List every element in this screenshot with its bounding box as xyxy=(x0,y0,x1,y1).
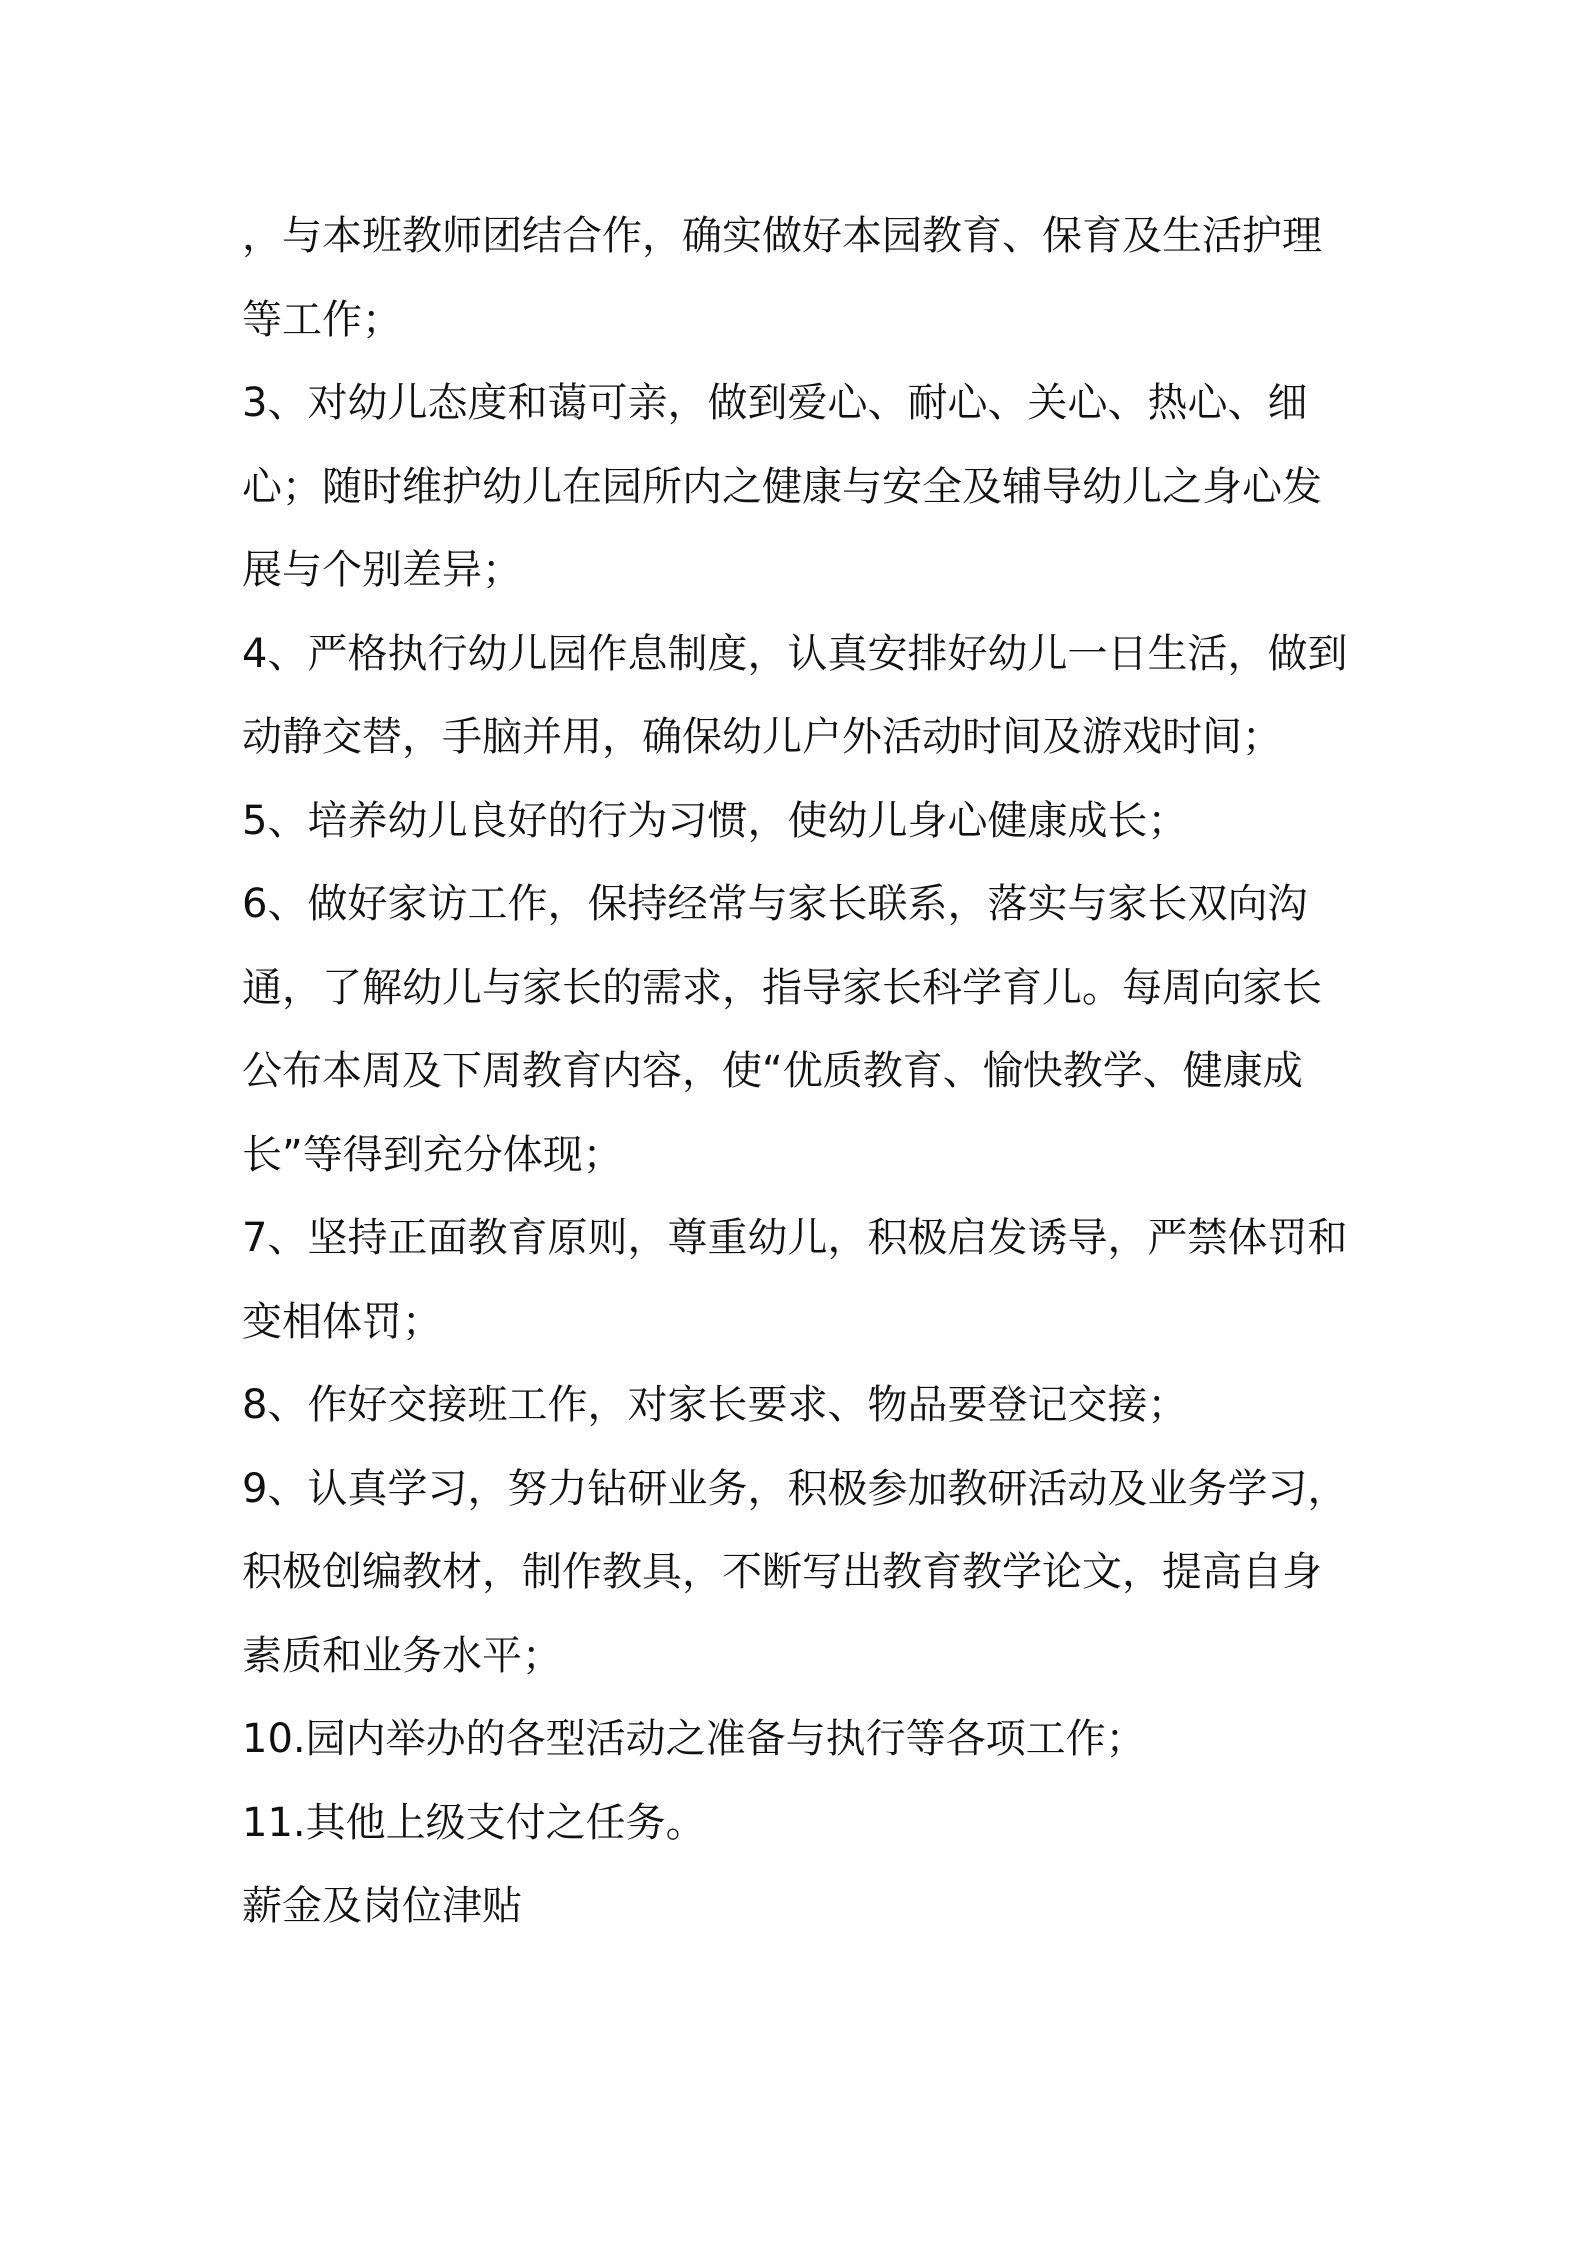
paragraph-duty-8: 8、作好交接班工作，对家长要求、物品要登记交接； xyxy=(242,1382,1188,1428)
paragraph-duty-10: 10.园内举办的各型活动之准备与执行等各项工作； xyxy=(242,1716,1146,1762)
paragraph-duty-4: 4、严格执行幼儿园作息制度，认真安排好幼儿一日生活，做到动静交替，手脑并用，确保幼儿户外活动时间及游戏时间； xyxy=(242,630,1348,760)
paragraph-duty-6: 6、做好家访工作，保持经常与家长联系，落实与家长双向沟通，了解幼儿与家长的需求，指导家长科学育儿。每周向家长公布本周及下周教育内容，使“优质教育、愉快教学、健康成长”等得到充分体现； xyxy=(242,881,1322,1178)
section-heading-salary: 薪金及岗位津贴 xyxy=(242,1883,522,1929)
paragraph-duty-continuation: ，与本班教师团结合作，确实做好本园教育、保育及生活护理等工作； xyxy=(242,213,1322,343)
document-body xyxy=(242,195,1354,1949)
paragraph-duty-11: 11.其他上级支付之任务。 xyxy=(242,1799,706,1846)
paragraph-duty-5: 5、培养幼儿良好的行为习惯，使幼儿身心健康成长； xyxy=(242,797,1188,844)
paragraph-duty-3: 3、对幼儿态度和蔼可亲，做到爱心、耐心、关心、热心、细心；随时维护幼儿在园所内之健康与安全及辅导幼儿之身心发展与个别差异； xyxy=(242,380,1322,593)
paragraph-duty-9: 9、认真学习，努力钻研业务，积极参加教研活动及业务学习，积极创编教材，制作教具，不断写出教育教学论文，提高自身素质和业务水平； xyxy=(242,1465,1348,1679)
paragraph-duty-7: 7、坚持正面教育原则，尊重幼儿，积极启发诱导，严禁体罚和变相体罚； xyxy=(242,1215,1348,1345)
